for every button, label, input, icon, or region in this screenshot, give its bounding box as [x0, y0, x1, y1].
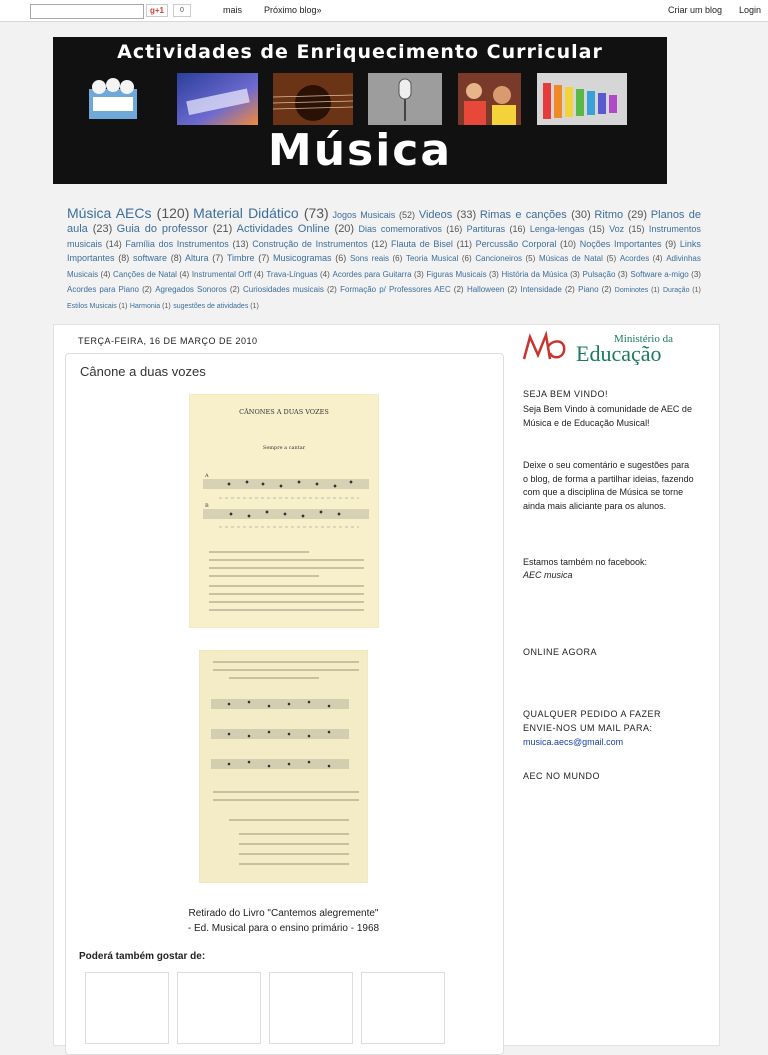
xylophone-picture	[537, 73, 627, 125]
label-count: (6)	[461, 254, 472, 264]
children-singing-picture	[83, 73, 143, 125]
label-link[interactable]: Instrumentos musicais	[67, 224, 701, 249]
related-posts-heading: Poderá também gostar de:	[79, 951, 206, 962]
logo-educacao-text: Educação	[576, 341, 662, 365]
label-link[interactable]: Timbre	[226, 253, 255, 264]
canon-score-page-1[interactable]	[189, 394, 379, 628]
label-item	[467, 224, 526, 234]
related-post-thumb[interactable]	[177, 972, 261, 1044]
label-link[interactable]: Acordes	[619, 254, 650, 264]
blog-header-banner[interactable]	[53, 37, 667, 184]
label-item	[192, 270, 264, 279]
label-item	[173, 303, 259, 310]
label-link[interactable]: Harmonia	[129, 303, 161, 311]
label-count: (1)	[162, 303, 171, 311]
contact-email-link[interactable]	[523, 736, 695, 750]
label-count: (4)	[652, 254, 663, 264]
label-item	[609, 224, 644, 234]
label-link[interactable]: Construção de Instrumentos	[252, 238, 368, 249]
header-title: Actividades de Enriquecimento Curricular	[117, 41, 603, 63]
label-item	[480, 209, 591, 221]
label-count: (5)	[525, 254, 536, 264]
label-item	[426, 270, 498, 279]
label-link[interactable]: Canções de Natal	[113, 269, 177, 279]
label-count: (13)	[232, 238, 249, 249]
label-count: (2)	[453, 285, 464, 295]
label-count: (10)	[560, 238, 577, 249]
logo-ministerio-text: Ministério da	[614, 333, 673, 345]
blogger-navbar	[0, 0, 768, 22]
label-link[interactable]: Altura	[185, 253, 209, 264]
label-count: (2)	[564, 285, 575, 295]
label-link[interactable]: Instrumental Orff	[191, 269, 252, 279]
label-item	[155, 285, 239, 294]
labels-cloud	[67, 206, 701, 315]
label-item	[539, 254, 616, 263]
contact-email[interactable]: musica.aecs@gmail.com	[523, 737, 624, 747]
canon-score-page-2[interactable]	[199, 650, 368, 883]
label-item	[67, 285, 152, 294]
label-link[interactable]: Figuras Musicais	[426, 269, 487, 279]
scan-heading: CÂNONES A DUAS VOZES	[239, 408, 329, 416]
caption-line-2: - Ed. Musical para o ensino primário - 1968	[187, 923, 380, 934]
label-item	[615, 287, 660, 294]
label-link[interactable]: Família dos Instrumentos	[125, 238, 229, 249]
label-link[interactable]: Curiosidades musicais	[243, 285, 324, 295]
label-item	[193, 205, 329, 221]
children-playing-picture	[458, 73, 521, 125]
label-link[interactable]: Adivinhas Musicais	[67, 254, 701, 279]
label-item	[530, 224, 605, 234]
label-link[interactable]: Software a-migo	[630, 269, 689, 279]
label-count: (4)	[100, 269, 111, 279]
label-count: (3)	[413, 269, 424, 279]
label-link[interactable]: Dominotes	[614, 287, 649, 295]
label-item	[594, 209, 647, 221]
label-link[interactable]: Planos de aula	[67, 209, 701, 236]
label-count: (16)	[509, 224, 526, 235]
welcome-paragraph-2: Deixe o seu comentário e sugestões para o blog, de forma a partilhar ideias, fazendo com que a disciplina de Música se torne ainda mais aliciante para os alunos.	[523, 460, 694, 511]
label-count: (23)	[92, 223, 113, 236]
label-link[interactable]: Musicogramas	[272, 253, 332, 264]
label-item	[419, 209, 476, 221]
label-count: (73)	[303, 205, 329, 221]
label-link[interactable]: História da Música	[501, 269, 568, 279]
guitar-picture	[273, 73, 353, 125]
label-item	[67, 205, 189, 221]
online-now-heading: ONLINE AGORA	[523, 647, 598, 657]
label-link[interactable]: Guia do professor	[116, 223, 208, 236]
label-link[interactable]: Lenga-lengas	[529, 224, 585, 235]
label-item	[350, 254, 402, 263]
welcome-paragraph-1: Seja Bem Vindo à comunidade de AEC de Música e de Educação Musical!	[523, 404, 692, 428]
label-count: (33)	[456, 209, 477, 221]
piano-keys-picture	[177, 73, 258, 125]
scan-mark-b: B	[205, 503, 209, 509]
label-link[interactable]: Ritmo	[594, 209, 624, 221]
label-item	[583, 270, 628, 279]
login-link[interactable]: Login	[739, 5, 762, 15]
related-post-thumb[interactable]	[85, 972, 169, 1044]
label-link[interactable]: Acordes para Piano	[67, 285, 139, 295]
label-item	[406, 254, 472, 263]
label-count: (2)	[601, 285, 612, 295]
label-item	[273, 253, 346, 263]
label-item	[332, 270, 423, 279]
more-link[interactable]: mais	[223, 5, 243, 15]
label-item	[237, 223, 354, 235]
next-blog-link[interactable]: Próximo blog»	[264, 5, 322, 15]
label-count: (29)	[627, 209, 648, 221]
label-item	[332, 210, 415, 220]
label-count: (2)	[507, 285, 518, 295]
label-count: (1)	[692, 287, 701, 295]
label-item	[227, 253, 269, 263]
scan-song-title: Sempre a cantar	[262, 445, 306, 451]
label-link[interactable]: Formação p/ Professores AEC	[340, 285, 451, 295]
label-count: (8)	[170, 253, 182, 264]
facebook-page-name: AEC musica	[523, 570, 573, 580]
related-post-thumb[interactable]	[269, 972, 353, 1044]
label-count: (1)	[651, 287, 660, 295]
label-item	[580, 239, 676, 249]
label-count: (15)	[588, 224, 605, 235]
label-link[interactable]: Voz	[609, 224, 625, 235]
microphone-picture	[368, 73, 442, 125]
ministerio-educacao-logo[interactable]	[522, 329, 697, 365]
label-item	[130, 303, 171, 310]
label-item	[391, 239, 472, 249]
label-link[interactable]: Trava-Línguas	[266, 269, 318, 279]
label-count: (3)	[691, 269, 701, 279]
label-link[interactable]: Acordes para Guitarra	[332, 269, 412, 279]
label-item	[67, 303, 127, 310]
post-title[interactable]: Cânone a duas vozes	[80, 364, 206, 379]
label-link[interactable]: Videos	[418, 209, 453, 221]
label-item	[475, 254, 535, 263]
label-count: (2)	[142, 285, 152, 295]
label-link[interactable]: Partituras	[466, 224, 506, 235]
label-count: (6)	[392, 254, 403, 264]
label-count: (52)	[399, 210, 416, 220]
label-item	[502, 270, 580, 279]
label-count: (120)	[156, 205, 190, 221]
label-item	[185, 253, 223, 263]
label-count: (30)	[571, 209, 591, 221]
label-count: (11)	[456, 238, 472, 249]
label-item	[620, 254, 663, 263]
label-item	[663, 287, 701, 294]
label-item	[521, 285, 575, 294]
label-item	[243, 285, 337, 294]
label-count: (2)	[326, 285, 337, 295]
label-item	[476, 239, 576, 249]
label-count: (3)	[489, 269, 499, 279]
label-count: (12)	[371, 238, 388, 249]
label-link[interactable]: Intensidade	[520, 285, 562, 295]
label-count: (7)	[212, 253, 224, 264]
label-count: (5)	[606, 254, 617, 264]
label-link[interactable]: Percussão Corporal	[475, 238, 557, 249]
label-count: (6)	[335, 253, 347, 264]
label-link[interactable]: Música AECs	[67, 205, 152, 221]
label-link[interactable]: sugestões de atividades	[173, 303, 249, 311]
label-link[interactable]: Duração	[663, 287, 690, 295]
label-link[interactable]: Jogos Musicais	[332, 210, 396, 220]
label-link[interactable]: Cancioneiros	[475, 254, 523, 264]
label-count: (1)	[250, 303, 259, 311]
create-blog-link[interactable]: Criar um blog	[668, 5, 723, 15]
label-item	[252, 239, 387, 249]
label-link[interactable]: Teoria Musical	[405, 254, 459, 264]
label-link[interactable]: Dias comemorativos	[358, 224, 442, 235]
label-item	[467, 285, 517, 294]
label-link[interactable]: software	[133, 253, 168, 264]
label-count: (4)	[179, 269, 190, 279]
label-count: (15)	[628, 224, 645, 235]
label-item	[125, 239, 248, 249]
header-main-title: Música	[267, 125, 453, 176]
label-count: (9)	[665, 238, 677, 249]
label-count: (1)	[118, 303, 128, 311]
label-link[interactable]: Músicas de Natal	[539, 254, 603, 264]
scan-mark-a: A	[205, 473, 209, 479]
label-link[interactable]: Halloween	[466, 285, 505, 295]
label-link[interactable]: Links Importantes	[67, 238, 701, 264]
label-count: (7)	[258, 253, 270, 264]
related-post-thumb[interactable]	[361, 972, 445, 1044]
image-caption	[120, 906, 447, 936]
plus-count: 0	[173, 4, 191, 17]
label-link[interactable]: Estilos Musicais	[67, 303, 117, 311]
label-item	[358, 224, 462, 234]
world-heading: AEC NO MUNDO	[523, 771, 601, 781]
facebook-text: Estamos também no facebook:	[523, 557, 648, 567]
label-link[interactable]: Rimas e canções	[479, 209, 567, 221]
label-link[interactable]: Material Didático	[193, 205, 299, 221]
label-link[interactable]: Piano	[578, 285, 599, 295]
post-date: TERÇA-FEIRA, 16 DE MARÇO DE 2010	[78, 336, 258, 346]
label-count: (14)	[105, 238, 122, 249]
label-count: (4)	[253, 269, 264, 279]
navbar-search-input[interactable]	[30, 4, 144, 19]
label-item	[117, 223, 233, 235]
label-link[interactable]: Agregados Sonoros	[155, 285, 227, 295]
label-count: (3)	[617, 269, 628, 279]
label-count: (8)	[118, 253, 130, 264]
label-link[interactable]: Sons reais	[349, 254, 389, 264]
label-link[interactable]: Actividades Online	[236, 223, 330, 236]
label-item	[578, 285, 611, 294]
caption-line-1: Retirado do Livro "Cantemos alegremente"	[188, 908, 379, 919]
label-item	[630, 270, 701, 279]
label-count: (4)	[320, 269, 330, 279]
welcome-heading: SEJA BEM VINDO!	[523, 389, 609, 399]
label-link[interactable]: Flauta de Bisel	[391, 238, 453, 249]
label-link[interactable]: Pulsação	[582, 269, 616, 279]
google-plus-button[interactable]: g+1	[146, 4, 168, 17]
label-item	[340, 285, 463, 294]
label-count: (2)	[229, 285, 240, 295]
label-count: (20)	[334, 223, 355, 236]
label-count: (16)	[446, 224, 463, 235]
label-item	[266, 270, 329, 279]
label-item	[133, 253, 182, 263]
label-count: (3)	[570, 269, 580, 279]
label-item	[113, 270, 189, 279]
request-heading: QUALQUER PEDIDO A FAZER ENVIE-NOS UM MAIL PARA:	[523, 709, 662, 733]
label-link[interactable]: Noções Importantes	[579, 238, 662, 249]
label-count: (21)	[212, 223, 233, 236]
